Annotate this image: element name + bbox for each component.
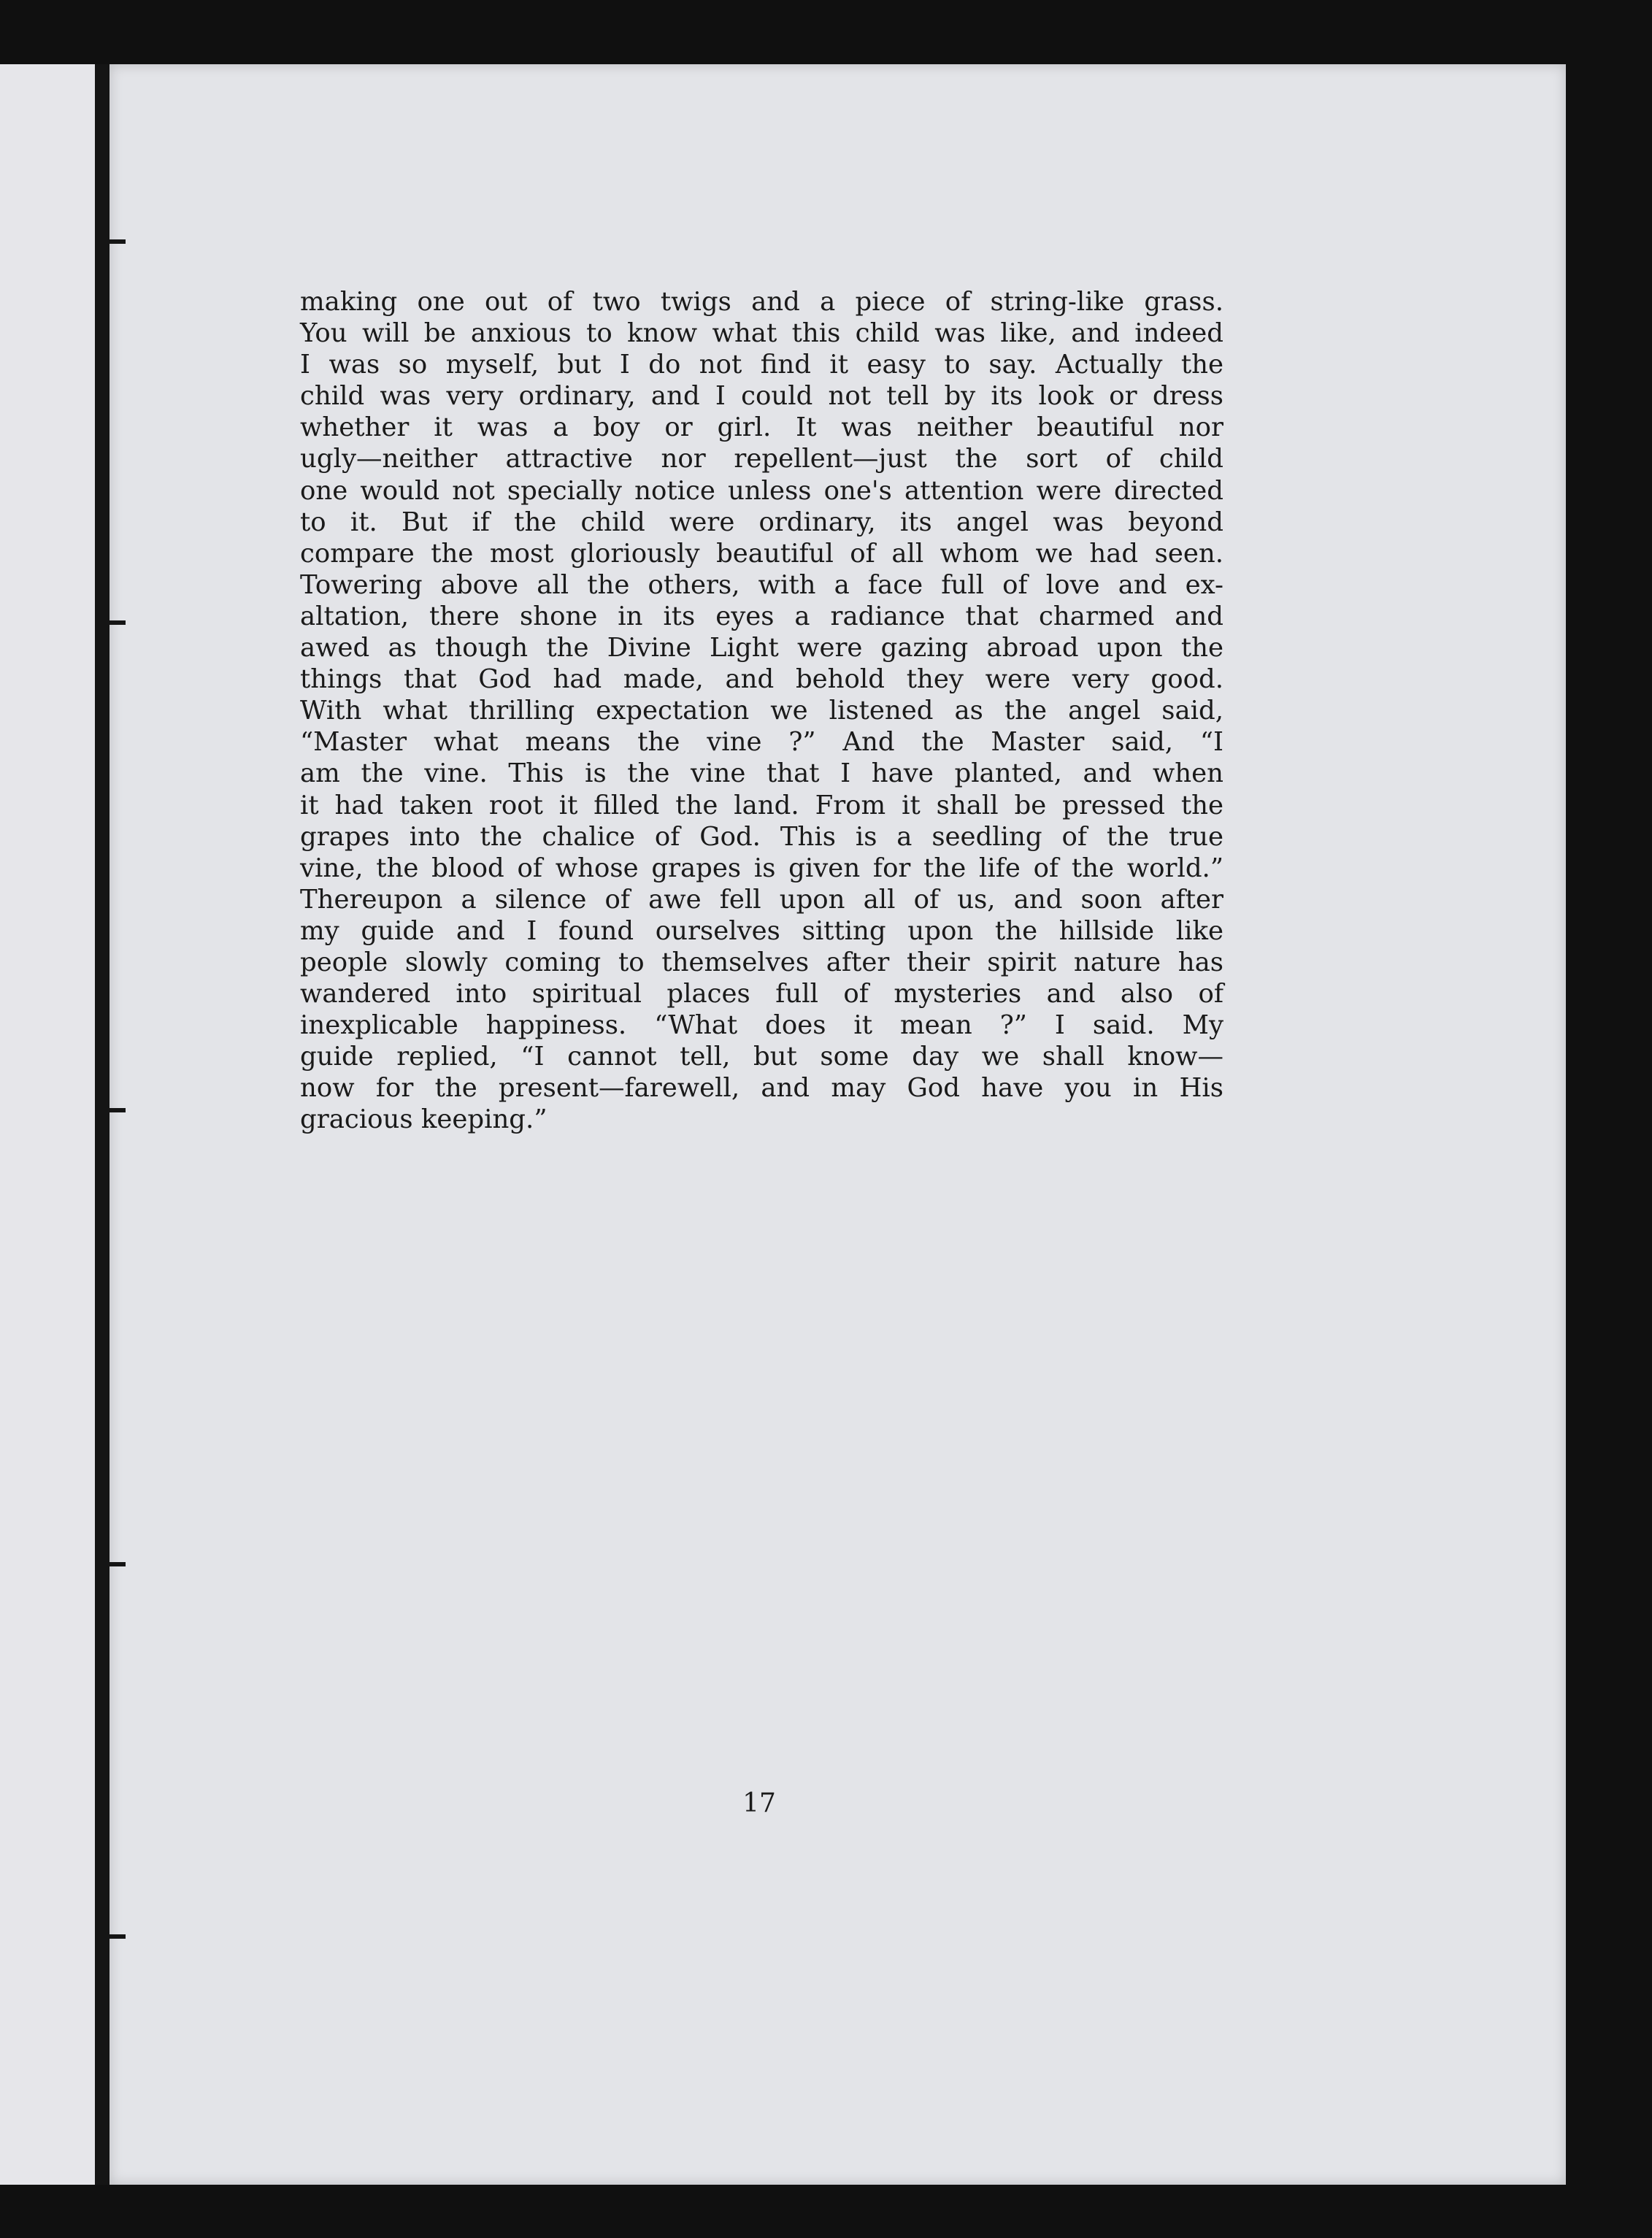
text-line: With what thrilling expectation we listened as the angel said, bbox=[300, 696, 1223, 726]
spine-tick bbox=[108, 1562, 126, 1566]
text-line: compare the most gloriously beautiful of all whom we had seen. bbox=[300, 538, 1223, 569]
spine-tick bbox=[108, 620, 126, 625]
text-line: things that God had made, and behold they were very good. bbox=[300, 664, 1223, 695]
text-line: to it. But if the child were ordinary, its angel was beyond bbox=[300, 507, 1223, 537]
text-line: awed as though the Divine Light were gazing abroad upon the bbox=[300, 633, 1223, 664]
text-line: wandered into spiritual places full of mysteries and also of bbox=[300, 979, 1223, 1010]
scan-border-right bbox=[1566, 0, 1652, 2238]
text-line: now for the present—farewell, and may God have you in His bbox=[300, 1073, 1223, 1104]
text-line: people slowly coming to themselves after their spirit nature has bbox=[300, 947, 1223, 977]
text-line: inexplicable happiness. “What does it mean ?” I said. My bbox=[300, 1010, 1223, 1041]
text-line: Towering above all the others, with a face full of love and ex- bbox=[300, 569, 1223, 600]
page-number: 17 bbox=[742, 1788, 776, 1818]
book-spine bbox=[95, 64, 110, 2185]
text-line: “Master what means the vine ?” And the Master said, “I bbox=[300, 727, 1223, 758]
spine-tick bbox=[108, 1934, 126, 1939]
text-line: I was so myself, but I do not find it easy to say. Actually the bbox=[300, 350, 1223, 380]
text-line: gracious keeping.” bbox=[300, 1104, 548, 1135]
text-line: child was very ordinary, and I could not tell by its look or dress bbox=[300, 381, 1223, 412]
text-line: one would not specially notice unless one's attention were directed bbox=[300, 475, 1223, 506]
text-line: altation, there shone in its eyes a radiance that charmed and bbox=[300, 601, 1223, 631]
body-text bbox=[300, 286, 1223, 1136]
text-line: whether it was a boy or girl. It was neither beautiful nor bbox=[300, 412, 1223, 443]
scan-border-bottom bbox=[0, 2185, 1652, 2238]
text-line: ugly—neither attractive nor repellent—just the sort of child bbox=[300, 444, 1223, 474]
spine-tick bbox=[108, 239, 126, 244]
binding-margin bbox=[0, 0, 110, 2238]
text-line: am the vine. This is the vine that I have planted, and when bbox=[300, 758, 1223, 789]
text-line: it had taken root it filled the land. From it shall be pressed the bbox=[300, 790, 1223, 820]
text-line: vine, the blood of whose grapes is given for the life of the world.” bbox=[300, 853, 1223, 883]
text-line: guide replied, “I cannot tell, but some day we shall know— bbox=[300, 1042, 1223, 1072]
spine-tick bbox=[108, 1108, 126, 1112]
text-line: Thereupon a silence of awe fell upon all of us, and soon after bbox=[300, 884, 1223, 915]
scan-border-top bbox=[0, 0, 1652, 64]
text-line: You will be anxious to know what this child was like, and indeed bbox=[300, 318, 1223, 349]
text-line: my guide and I found ourselves sitting upon the hillside like bbox=[300, 915, 1223, 946]
text-line: grapes into the chalice of God. This is a seedling of the true bbox=[300, 821, 1223, 852]
text-line: making one out of two twigs and a piece of string-like grass. bbox=[300, 287, 1223, 317]
